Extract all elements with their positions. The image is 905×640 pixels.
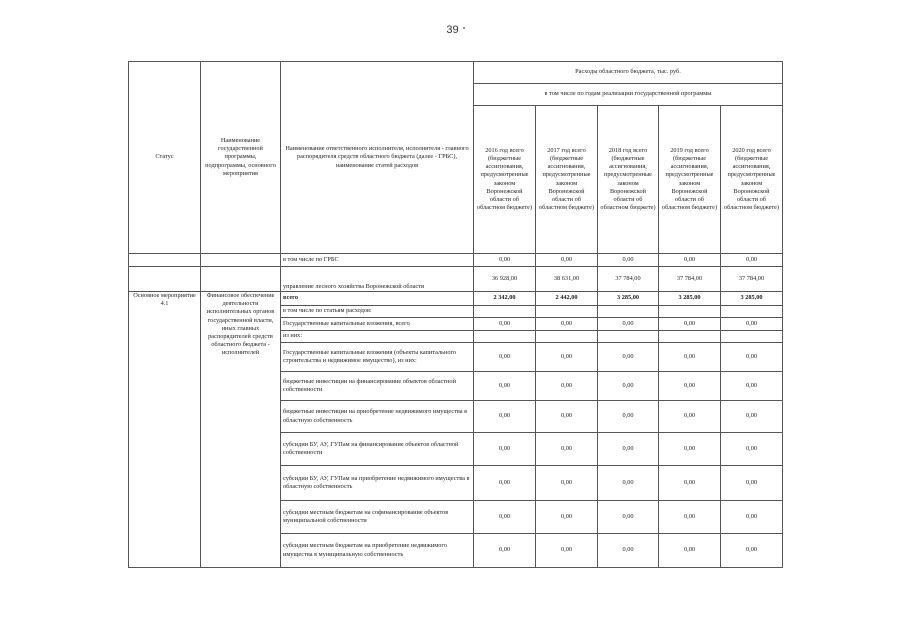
status-cell [129,254,201,267]
value-2018: 0,00 [598,534,659,568]
row-label: из них: [281,331,474,343]
header-status: Статус [129,62,201,254]
row-label: Государственные капитальные вложения (объекты капитального строительства и недвижимое имущество), из них: [281,343,474,372]
row-label: всего [281,292,474,306]
program-cell [201,267,281,292]
value-2018: 0,00 [598,343,659,372]
value-2019: 0,00 [659,401,721,433]
value-2019: 0,00 [659,254,721,267]
status-cell [129,267,201,292]
value-2017: 0,00 [536,534,598,568]
header-year-2016: 2016 год всего (бюджетные ассигнования, предусмотренные законом Воронежской области об областном бюджете) [474,106,536,254]
table-row-forestry [129,267,783,292]
value-2019: 3 285,00 [659,292,721,306]
value-2019 [659,331,721,343]
value-2019: 0,00 [659,372,721,401]
value-2019 [659,306,721,318]
value-2018: 0,00 [598,401,659,433]
value-2017: 0,00 [536,433,598,466]
value-2020: 0,00 [721,401,783,433]
row-label: управление лесного хозяйства Воронежской области [281,267,474,292]
value-2019: 0,00 [659,318,721,331]
header-executor: Наименование ответственного исполнителя, исполнителя - главного распорядителя средств областного бюджета (далее - ГРБС), наименование статей расходов [281,62,474,254]
value-2016: 0,00 [474,534,536,568]
measure-name: Финансовое обеспечение деятельности исполнительных органов государственной власти, иных главных распорядителей средств областного бюджета - исполнителей [201,292,281,568]
value-2018 [598,331,659,343]
value-2016 [474,331,536,343]
value-2017: 2 442,00 [536,292,598,306]
value-2019: 0,00 [659,433,721,466]
value-2016: 0,00 [474,318,536,331]
value-2016: 2 342,00 [474,292,536,306]
value-2017: 38 631,00 [536,267,598,292]
value-2017: 0,00 [536,401,598,433]
value-2019: 0,00 [659,534,721,568]
value-2016: 0,00 [474,254,536,267]
value-2020 [721,331,783,343]
header-year-2018: 2018 год всего (бюджетные ассигнования, предусмотренные законом Воронежской области об областном бюджете) [598,106,659,254]
row-label: в том числе по статьям расходов: [281,306,474,318]
value-2018: 0,00 [598,254,659,267]
value-2016: 0,00 [474,343,536,372]
value-2018: 0,00 [598,433,659,466]
row-label: в том числе по ГРБС [281,254,474,267]
row-label: субсидии местным бюджетам на софинансирование объектов муниципальной собственности [281,501,474,534]
scan-dot [463,27,465,29]
value-2019: 37 784,00 [659,267,721,292]
value-2019: 0,00 [659,466,721,501]
value-2020: 37 784,00 [721,267,783,292]
value-2018: 0,00 [598,466,659,501]
header-year-2019: 2019 год всего (бюджетные ассигнования, предусмотренные законом Воронежской области об областном бюджете) [659,106,721,254]
value-2017: 0,00 [536,372,598,401]
value-2018: 3 285,00 [598,292,659,306]
page-number: 39 [446,24,459,36]
row-label: Государственные капитальные вложения, всего [281,318,474,331]
value-2018: 0,00 [598,372,659,401]
value-2020: 0,00 [721,534,783,568]
row-label: субсидии местным бюджетам на приобретение недвижимого имущества в муниципальную собственность [281,534,474,568]
header-program-name: Наименование государственной программы, подпрограммы, основного мероприятия [201,62,281,254]
value-2017: 0,00 [536,343,598,372]
value-2020: 0,00 [721,343,783,372]
row-label: субсидии БУ, АУ, ГУПам на финансирование объектов областной собственности [281,433,474,466]
value-2020: 0,00 [721,466,783,501]
value-2019: 0,00 [659,501,721,534]
row-label: бюджетные инвестиции на финансирование объектов областной собственности [281,372,474,401]
value-2020: 0,00 [721,318,783,331]
value-2020: 0,00 [721,501,783,534]
value-2018: 0,00 [598,501,659,534]
budget-table [128,61,783,568]
value-2017 [536,306,598,318]
table-row-total [129,292,783,306]
header-year-2020: 2020 год всего (бюджетные ассигнования, предусмотренные законом Воронежской области об областном бюджете) [721,106,783,254]
value-2018: 37 784,00 [598,267,659,292]
value-2020: 0,00 [721,372,783,401]
header-expenses: Расходы областного бюджета, тыс. руб. [474,62,783,84]
header-by-years: в том числе по годам реализации государственной программы [474,84,783,106]
row-label: субсидии БУ, АУ, ГУПам на приобретение недвижимого имущества в областную собственность [281,466,474,501]
value-2019: 0,00 [659,343,721,372]
header-row-expenses [129,62,783,84]
row-label: бюджетные инвестиции на приобретение недвижимого имущества в областную собственность [281,401,474,433]
value-2020 [721,306,783,318]
value-2018: 0,00 [598,318,659,331]
value-2016: 0,00 [474,501,536,534]
value-2016: 36 928,00 [474,267,536,292]
value-2016: 0,00 [474,433,536,466]
value-2016: 0,00 [474,372,536,401]
header-year-2017: 2017 год всего (бюджетные ассигнования, предусмотренные законом Воронежской области об областном бюджете) [536,106,598,254]
value-2017: 0,00 [536,318,598,331]
value-2020: 0,00 [721,254,783,267]
value-2020: 0,00 [721,433,783,466]
value-2018 [598,306,659,318]
program-cell [201,254,281,267]
table-row-grbs [129,254,783,267]
measure-status: Основное мероприятие 4.1 [129,292,201,568]
value-2016: 0,00 [474,466,536,501]
value-2017: 0,00 [536,501,598,534]
value-2020: 3 285,00 [721,292,783,306]
value-2017 [536,331,598,343]
value-2016 [474,306,536,318]
value-2017: 0,00 [536,254,598,267]
value-2016: 0,00 [474,401,536,433]
value-2017: 0,00 [536,466,598,501]
